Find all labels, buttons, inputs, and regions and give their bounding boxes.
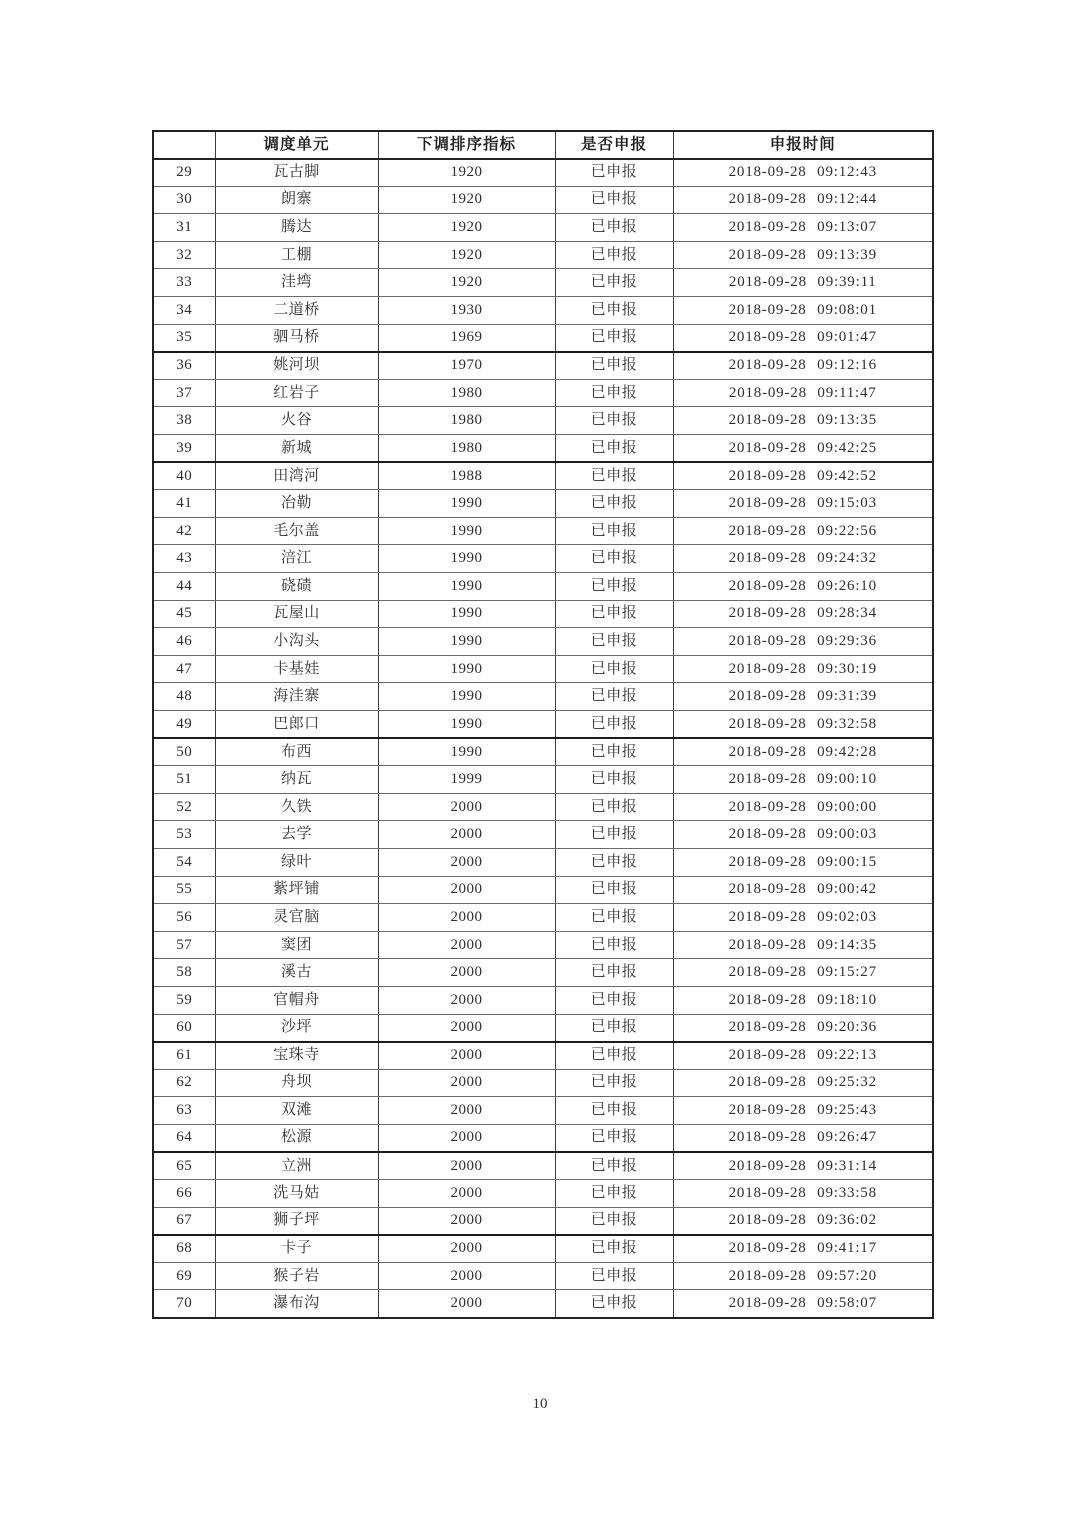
dispatch-unit-cell: 纳瓦 [215,766,378,794]
row-number-cell: 33 [153,269,215,297]
sort-index-cell: 1990 [378,517,555,545]
dispatch-unit-cell: 窦团 [215,931,378,959]
declared-status-cell: 已申报 [555,1290,673,1318]
table-row [153,159,933,187]
row-number-cell: 39 [153,435,215,463]
row-number-cell: 50 [153,738,215,766]
table-row [153,766,933,794]
declaration-time-cell: 2018-09-28 09:13:39 [673,241,933,269]
table-row [153,1152,933,1180]
declaration-time-cell: 2018-09-28 09:42:52 [673,462,933,490]
sort-index-cell: 2000 [378,1097,555,1125]
sort-index-cell: 2000 [378,986,555,1014]
dispatch-unit-cell: 松源 [215,1124,378,1152]
row-number-cell: 32 [153,241,215,269]
row-number-cell: 42 [153,517,215,545]
declaration-time-cell: 2018-09-28 09:11:47 [673,379,933,407]
sort-index-cell: 1920 [378,214,555,242]
table-row [153,1124,933,1152]
sort-index-cell: 2000 [378,1235,555,1263]
dispatch-unit-cell: 狮子坪 [215,1207,378,1235]
declaration-time-cell: 2018-09-28 09:42:28 [673,738,933,766]
table-row [153,876,933,904]
table-row [153,1014,933,1042]
dispatch-unit-cell: 朗寨 [215,186,378,214]
table-row [153,738,933,766]
table-row [153,1097,933,1125]
row-number-cell: 31 [153,214,215,242]
sort-index-cell: 1990 [378,490,555,518]
declaration-time-cell: 2018-09-28 09:12:44 [673,186,933,214]
declared-status-cell: 已申报 [555,297,673,325]
declaration-time-cell: 2018-09-28 09:25:32 [673,1069,933,1097]
table-row [153,904,933,932]
row-number-cell: 37 [153,379,215,407]
row-number-cell: 64 [153,1124,215,1152]
table-row [153,683,933,711]
row-number-cell: 45 [153,600,215,628]
row-number-cell: 55 [153,876,215,904]
declaration-time-cell: 2018-09-28 09:39:11 [673,269,933,297]
declared-status-cell: 已申报 [555,1042,673,1070]
table-row [153,241,933,269]
table-header-row [153,131,933,159]
declaration-time-cell: 2018-09-28 09:15:27 [673,959,933,987]
table-row [153,407,933,435]
declared-status-cell: 已申报 [555,241,673,269]
row-number-cell: 44 [153,573,215,601]
table-row [153,821,933,849]
declared-status-cell: 已申报 [555,1180,673,1208]
dispatch-unit-cell: 沙坪 [215,1014,378,1042]
declared-status-cell: 已申报 [555,379,673,407]
declared-status-cell: 已申报 [555,710,673,738]
declared-status-cell: 已申报 [555,545,673,573]
sort-index-cell: 2000 [378,1014,555,1042]
declared-status-cell: 已申报 [555,269,673,297]
declared-status-cell: 已申报 [555,1262,673,1290]
row-number-cell: 52 [153,793,215,821]
declaration-time-cell: 2018-09-28 09:15:03 [673,490,933,518]
sort-index-cell: 2000 [378,1152,555,1180]
table-row [153,1042,933,1070]
sort-index-cell: 1920 [378,269,555,297]
sort-index-cell: 1930 [378,297,555,325]
dispatch-unit-cell: 小沟头 [215,628,378,656]
table-row [153,269,933,297]
row-number-cell: 35 [153,324,215,352]
dispatch-unit-cell: 姚河坝 [215,352,378,380]
dispatch-unit-cell: 卡子 [215,1235,378,1263]
dispatch-unit-cell: 洗马姑 [215,1180,378,1208]
declared-status-cell: 已申报 [555,186,673,214]
sort-index-cell: 2000 [378,821,555,849]
sort-index-cell: 2000 [378,1069,555,1097]
dispatch-unit-cell: 猴子岩 [215,1262,378,1290]
declared-status-cell: 已申报 [555,324,673,352]
row-number-cell: 59 [153,986,215,1014]
declaration-time-cell: 2018-09-28 09:31:39 [673,683,933,711]
sort-index-cell: 1990 [378,710,555,738]
declaration-time-cell: 2018-09-28 09:25:43 [673,1097,933,1125]
declaration-time-cell: 2018-09-28 09:00:42 [673,876,933,904]
row-number-cell: 63 [153,1097,215,1125]
declaration-time-cell: 2018-09-28 09:18:10 [673,986,933,1014]
declaration-time-cell: 2018-09-28 09:12:43 [673,159,933,187]
dispatch-unit-cell: 工棚 [215,241,378,269]
row-number-cell: 57 [153,931,215,959]
declaration-time-cell: 2018-09-28 09:13:07 [673,214,933,242]
declared-status-cell: 已申报 [555,1152,673,1180]
declared-status-cell: 已申报 [555,352,673,380]
dispatch-unit-cell: 二道桥 [215,297,378,325]
declared-status-cell: 已申报 [555,1097,673,1125]
dispatch-unit-cell: 瓦古脚 [215,159,378,187]
sort-index-cell: 1990 [378,655,555,683]
row-number-cell: 62 [153,1069,215,1097]
declared-status-cell: 已申报 [555,793,673,821]
dispatch-unit-cell: 硗碛 [215,573,378,601]
row-number-cell: 36 [153,352,215,380]
declared-status-cell: 已申报 [555,738,673,766]
table-row [153,600,933,628]
table-row [153,931,933,959]
table-row [153,573,933,601]
row-number-cell: 34 [153,297,215,325]
declared-status-cell: 已申报 [555,986,673,1014]
sort-index-cell: 1990 [378,545,555,573]
declared-status-cell: 已申报 [555,1124,673,1152]
table-row [153,435,933,463]
sort-index-cell: 1980 [378,407,555,435]
declaration-time-cell: 2018-09-28 09:32:58 [673,710,933,738]
declaration-time-cell: 2018-09-28 09:00:00 [673,793,933,821]
sort-index-cell: 2000 [378,1262,555,1290]
dispatch-unit-cell: 田湾河 [215,462,378,490]
row-number-cell: 70 [153,1290,215,1318]
declared-status-cell: 已申报 [555,766,673,794]
table-row [153,959,933,987]
declaration-time-cell: 2018-09-28 09:14:35 [673,931,933,959]
table-row [153,517,933,545]
declaration-time-cell: 2018-09-28 09:08:01 [673,297,933,325]
declaration-time-cell: 2018-09-28 09:31:14 [673,1152,933,1180]
sort-index-cell: 1990 [378,738,555,766]
dispatch-unit-cell: 溪古 [215,959,378,987]
declaration-time-cell: 2018-09-28 09:42:25 [673,435,933,463]
declared-status-cell: 已申报 [555,959,673,987]
declared-status-cell: 已申报 [555,1235,673,1263]
declaration-time-cell: 2018-09-28 09:26:10 [673,573,933,601]
declared-status-cell: 已申报 [555,655,673,683]
dispatch-unit-cell: 瀑布沟 [215,1290,378,1318]
sort-index-cell: 1980 [378,379,555,407]
declared-status-cell: 已申报 [555,931,673,959]
header-down-sort-index: 下调排序指标 [378,131,555,159]
dispatch-unit-cell: 腾达 [215,214,378,242]
sort-index-cell: 1920 [378,241,555,269]
row-number-cell: 48 [153,683,215,711]
dispatch-unit-cell: 卡基娃 [215,655,378,683]
table-body [153,159,933,1318]
sort-index-cell: 1988 [378,462,555,490]
declaration-time-cell: 2018-09-28 09:29:36 [673,628,933,656]
row-number-cell: 47 [153,655,215,683]
row-number-cell: 43 [153,545,215,573]
dispatch-unit-cell: 双滩 [215,1097,378,1125]
declaration-time-cell: 2018-09-28 09:00:15 [673,848,933,876]
declared-status-cell: 已申报 [555,1069,673,1097]
table-row [153,297,933,325]
header-declared: 是否申报 [555,131,673,159]
dispatch-unit-cell: 去学 [215,821,378,849]
table-row [153,710,933,738]
sort-index-cell: 1920 [378,159,555,187]
sort-index-cell: 2000 [378,1207,555,1235]
sort-index-cell: 1990 [378,573,555,601]
declared-status-cell: 已申报 [555,214,673,242]
dispatch-unit-cell: 毛尔盖 [215,517,378,545]
table-row [153,793,933,821]
declaration-time-cell: 2018-09-28 09:41:17 [673,1235,933,1263]
table-row [153,379,933,407]
row-number-cell: 46 [153,628,215,656]
table-row [153,1262,933,1290]
dispatch-declaration-table [152,130,934,1319]
declaration-time-cell: 2018-09-28 09:26:47 [673,1124,933,1152]
table-row [153,214,933,242]
declared-status-cell: 已申报 [555,1207,673,1235]
declaration-time-cell: 2018-09-28 09:22:56 [673,517,933,545]
sort-index-cell: 2000 [378,931,555,959]
declaration-time-cell: 2018-09-28 09:00:10 [673,766,933,794]
row-number-cell: 67 [153,1207,215,1235]
row-number-cell: 40 [153,462,215,490]
declaration-time-cell: 2018-09-28 09:58:07 [673,1290,933,1318]
sort-index-cell: 1990 [378,600,555,628]
declaration-time-cell: 2018-09-28 09:57:20 [673,1262,933,1290]
row-number-cell: 66 [153,1180,215,1208]
dispatch-unit-cell: 布西 [215,738,378,766]
table-row [153,1290,933,1318]
sort-index-cell: 1990 [378,683,555,711]
table-row [153,462,933,490]
declaration-time-cell: 2018-09-28 09:00:03 [673,821,933,849]
sort-index-cell: 1980 [378,435,555,463]
sort-index-cell: 1969 [378,324,555,352]
dispatch-unit-cell: 宝珠寺 [215,1042,378,1070]
table-row [153,324,933,352]
row-number-cell: 56 [153,904,215,932]
table-row [153,848,933,876]
table-row [153,186,933,214]
sort-index-cell: 2000 [378,959,555,987]
sort-index-cell: 1970 [378,352,555,380]
table-row [153,1207,933,1235]
header-declaration-time: 申报时间 [673,131,933,159]
declaration-time-cell: 2018-09-28 09:30:19 [673,655,933,683]
declared-status-cell: 已申报 [555,517,673,545]
dispatch-unit-cell: 洼塆 [215,269,378,297]
table-row [153,1069,933,1097]
row-number-cell: 65 [153,1152,215,1180]
row-number-cell: 61 [153,1042,215,1070]
sort-index-cell: 2000 [378,1124,555,1152]
declared-status-cell: 已申报 [555,600,673,628]
sort-index-cell: 2000 [378,904,555,932]
dispatch-unit-cell: 红岩子 [215,379,378,407]
declared-status-cell: 已申报 [555,821,673,849]
table-row [153,1180,933,1208]
declared-status-cell: 已申报 [555,904,673,932]
sort-index-cell: 2000 [378,793,555,821]
sort-index-cell: 1920 [378,186,555,214]
declared-status-cell: 已申报 [555,407,673,435]
row-number-cell: 38 [153,407,215,435]
declared-status-cell: 已申报 [555,573,673,601]
dispatch-unit-cell: 新城 [215,435,378,463]
table-row [153,545,933,573]
row-number-cell: 68 [153,1235,215,1263]
table-row [153,655,933,683]
dispatch-unit-cell: 驷马桥 [215,324,378,352]
declaration-time-cell: 2018-09-28 09:02:03 [673,904,933,932]
table-row [153,490,933,518]
table-row [153,1235,933,1263]
dispatch-unit-cell: 立洲 [215,1152,378,1180]
dispatch-unit-cell: 久铁 [215,793,378,821]
row-number-cell: 30 [153,186,215,214]
sort-index-cell: 1999 [378,766,555,794]
row-number-cell: 60 [153,1014,215,1042]
row-number-cell: 58 [153,959,215,987]
table-row [153,628,933,656]
dispatch-unit-cell: 官帽舟 [215,986,378,1014]
dispatch-unit-cell: 火谷 [215,407,378,435]
sort-index-cell: 2000 [378,1180,555,1208]
dispatch-unit-cell: 冶勒 [215,490,378,518]
dispatch-unit-cell: 涪江 [215,545,378,573]
declared-status-cell: 已申报 [555,462,673,490]
declaration-time-cell: 2018-09-28 09:24:32 [673,545,933,573]
row-number-cell: 53 [153,821,215,849]
header-row-number [153,131,215,159]
declared-status-cell: 已申报 [555,876,673,904]
declaration-time-cell: 2018-09-28 09:20:36 [673,1014,933,1042]
declaration-time-cell: 2018-09-28 09:01:47 [673,324,933,352]
declaration-time-cell: 2018-09-28 09:12:16 [673,352,933,380]
dispatch-unit-cell: 瓦屋山 [215,600,378,628]
dispatch-unit-cell: 巴郎口 [215,710,378,738]
sort-index-cell: 2000 [378,1042,555,1070]
declaration-time-cell: 2018-09-28 09:33:58 [673,1180,933,1208]
sort-index-cell: 2000 [378,876,555,904]
declaration-time-cell: 2018-09-28 09:13:35 [673,407,933,435]
declared-status-cell: 已申报 [555,1014,673,1042]
declaration-time-cell: 2018-09-28 09:28:34 [673,600,933,628]
declared-status-cell: 已申报 [555,628,673,656]
table-header [153,131,933,159]
row-number-cell: 49 [153,710,215,738]
declaration-time-cell: 2018-09-28 09:36:02 [673,1207,933,1235]
declaration-time-cell: 2018-09-28 09:22:13 [673,1042,933,1070]
sort-index-cell: 2000 [378,848,555,876]
dispatch-unit-cell: 舟坝 [215,1069,378,1097]
declared-status-cell: 已申报 [555,683,673,711]
header-dispatch-unit: 调度单元 [215,131,378,159]
table-row [153,986,933,1014]
sort-index-cell: 2000 [378,1290,555,1318]
dispatch-unit-cell: 绿叶 [215,848,378,876]
sort-index-cell: 1990 [378,628,555,656]
row-number-cell: 69 [153,1262,215,1290]
row-number-cell: 29 [153,159,215,187]
declared-status-cell: 已申报 [555,848,673,876]
row-number-cell: 51 [153,766,215,794]
dispatch-unit-cell: 海洼寨 [215,683,378,711]
declared-status-cell: 已申报 [555,490,673,518]
row-number-cell: 41 [153,490,215,518]
declared-status-cell: 已申报 [555,435,673,463]
row-number-cell: 54 [153,848,215,876]
dispatch-unit-cell: 紫坪铺 [215,876,378,904]
page-number: 10 [532,1396,548,1412]
declared-status-cell: 已申报 [555,159,673,187]
table-row [153,352,933,380]
dispatch-unit-cell: 灵官脑 [215,904,378,932]
